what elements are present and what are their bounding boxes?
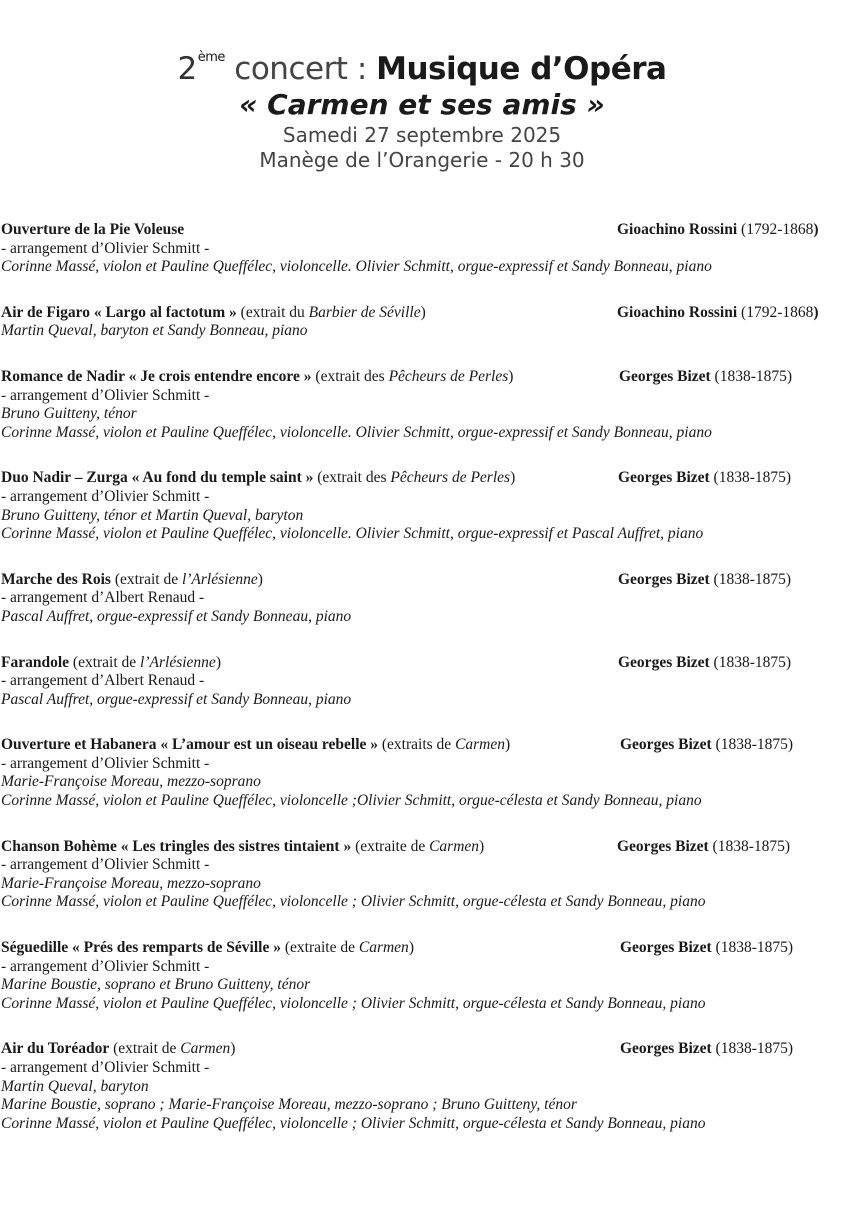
piece-arrangement: - arrangement d’Olivier Schmitt - <box>1 386 210 404</box>
piece-title: Air de Figaro « Largo al factotum » (extrait du Barbier de Séville) <box>1 303 426 321</box>
piece-performers: Corinne Massé, violon et Pauline Queffélec, violoncelle. Olivier Schmitt, orgue-expressif et Sandy Bonneau, piano <box>1 258 712 276</box>
piece-composer: Gioachino Rossini (1792-1868) <box>617 303 819 321</box>
piece-performers: Martin Queval, baryton et Sandy Bonneau, piano <box>1 322 308 340</box>
piece-composer: Georges Bizet (1838-1875) <box>620 736 794 754</box>
programme-piece <box>1 939 844 1013</box>
piece-performers: Marine Boustie, soprano ; Marie-Françoise Moreau, mezzo-soprano ; Bruno Guitteny, ténor <box>1 1096 577 1114</box>
piece-arrangement: - arrangement d’Albert Renaud - <box>1 589 205 607</box>
concert-date: Samedi 27 septembre 2025 <box>282 123 562 147</box>
piece-arrangement: - arrangement d’Olivier Schmitt - <box>1 754 210 772</box>
concert-number-suffix: ème <box>197 50 225 65</box>
piece-performers: Bruno Guitteny, ténor <box>1 405 137 423</box>
concert-subtitle: « Carmen et ses amis » <box>239 88 605 121</box>
piece-arrangement: - arrangement d’Albert Renaud - <box>1 672 205 690</box>
piece-performers: Corinne Massé, violon et Pauline Queffélec, violoncelle ; Olivier Schmitt, orgue-célesta et Sandy Bonneau, piano <box>1 994 706 1012</box>
piece-performers: Pascal Auffret, orgue-expressif et Sandy Bonneau, piano <box>1 607 352 625</box>
programme-piece <box>1 838 844 912</box>
programme-piece <box>1 654 844 710</box>
piece-title: Duo Nadir – Zurga « Au fond du temple saint » (extrait des Pêcheurs de Perles) <box>1 469 516 487</box>
piece-arrangement: - arrangement d’Olivier Schmitt - <box>1 856 210 874</box>
piece-title: Air du Toréador (extrait de Carmen) <box>1 1040 236 1058</box>
programme-piece <box>1 221 844 277</box>
programme-list <box>1 221 844 1160</box>
programme-piece <box>1 571 844 627</box>
concert-title: Musique d’Opéra <box>376 51 667 87</box>
programme-piece <box>1 469 844 543</box>
piece-title: Marche des Rois (extrait de l’Arlésienne) <box>1 570 263 588</box>
piece-performers: Corinne Massé, violon et Pauline Queffélec, violoncelle ;Olivier Schmitt, orgue-célesta et Sandy Bonneau, piano <box>1 792 702 810</box>
piece-composer: Georges Bizet (1838-1875) <box>618 653 792 671</box>
piece-performers: Corinne Massé, violon et Pauline Queffélec, violoncelle. Olivier Schmitt, orgue-expressif et Sandy Bonneau, piano <box>1 423 712 441</box>
piece-performers: Marie-Françoise Moreau, mezzo-soprano <box>1 874 261 892</box>
piece-performers: Pascal Auffret, orgue-expressif et Sandy Bonneau, piano <box>1 690 352 708</box>
piece-performers: Corinne Massé, violon et Pauline Queffélec, violoncelle. Olivier Schmitt, orgue-expressif et Pascal Auffret, piano <box>1 525 704 543</box>
piece-composer: Georges Bizet (1838-1875) <box>618 469 792 487</box>
piece-title: Ouverture et Habanera « L’amour est un oiseau rebelle » (extraits de Carmen) <box>1 736 511 754</box>
piece-composer: Georges Bizet (1838-1875) <box>620 939 794 957</box>
programme-piece <box>1 1040 844 1133</box>
piece-performers: Corinne Massé, violon et Pauline Queffélec, violoncelle ; Olivier Schmitt, orgue-célesta et Sandy Bonneau, piano <box>1 893 706 911</box>
piece-performers: Marine Boustie, soprano et Bruno Guitteny, ténor <box>1 976 311 994</box>
piece-arrangement: - arrangement d’Olivier Schmitt - <box>1 239 210 257</box>
piece-arrangement: - arrangement d’Olivier Schmitt - <box>1 957 210 975</box>
piece-arrangement: - arrangement d’Olivier Schmitt - <box>1 1059 210 1076</box>
piece-performers: Marie-Françoise Moreau, mezzo-soprano <box>1 773 261 791</box>
concert-heading <box>0 36 844 91</box>
programme-piece <box>1 304 844 341</box>
piece-performers: Bruno Guitteny, ténor et Martin Queval, baryton <box>1 506 304 524</box>
piece-performers: Martin Queval, baryton <box>1 1077 149 1095</box>
concert-number: 2 <box>177 51 197 87</box>
piece-composer: Georges Bizet (1838-1875) <box>620 1040 794 1058</box>
piece-performers: Corinne Massé, violon et Pauline Queffélec, violoncelle ; Olivier Schmitt, orgue-célesta et Sandy Bonneau, piano <box>1 1114 706 1132</box>
piece-title: Chanson Bohème « Les tringles des sistres tintaient » (extraite de Carmen) <box>1 837 485 855</box>
piece-composer: Georges Bizet (1838-1875) <box>618 570 792 588</box>
piece-composer: Georges Bizet (1838-1875) <box>617 837 791 855</box>
piece-title: Romance de Nadir « Je crois entendre encore » (extrait des Pêcheurs de Perles) <box>1 367 514 385</box>
programme-piece <box>1 368 844 442</box>
piece-title: Ouverture de la Pie Voleuse <box>1 221 185 238</box>
concert-word: concert : <box>224 51 377 87</box>
piece-composer: Georges Bizet (1838-1875) <box>619 367 793 385</box>
concert-header <box>0 36 844 173</box>
piece-composer: Gioachino Rossini (1792-1868) <box>617 221 819 238</box>
piece-arrangement: - arrangement d’Olivier Schmitt - <box>1 487 210 505</box>
programme-piece <box>1 736 844 810</box>
concert-venue: Manège de l’Orangerie - 20 h 30 <box>259 148 585 172</box>
piece-title: Séguedille « Prés des remparts de Séville » (extraite de Carmen) <box>1 939 414 957</box>
piece-title: Farandole (extrait de l’Arlésienne) <box>1 653 221 671</box>
